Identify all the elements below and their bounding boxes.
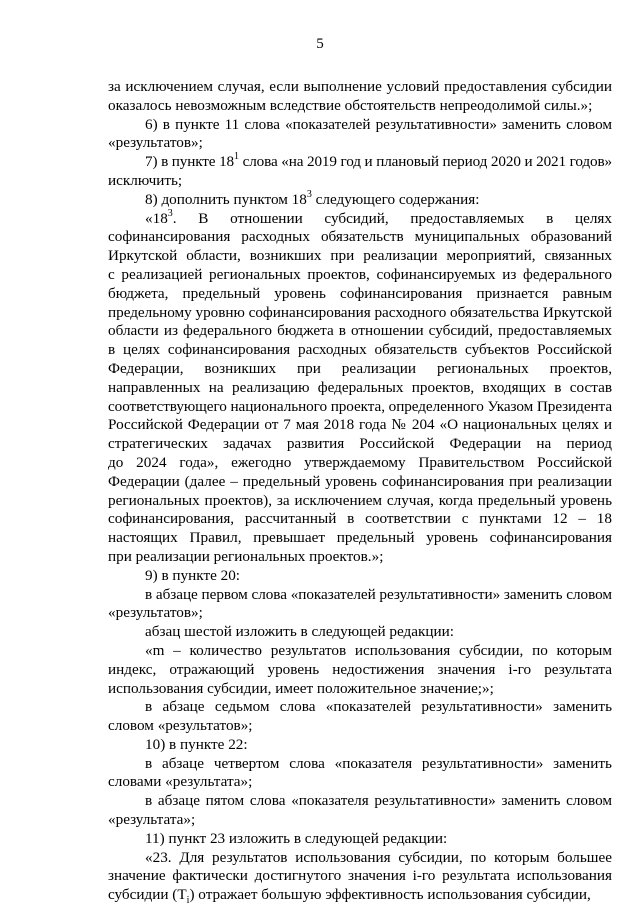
text-line xyxy=(108,153,612,172)
text-fragment: в абзаце седьмом слова «показателей результативности» заменить xyxy=(145,698,612,716)
text-line xyxy=(108,360,612,379)
text-fragment: региональных проектов), за исключением случая, когда предельный уровень xyxy=(108,491,612,509)
text-fragment: 9) в пункте 20: xyxy=(145,566,241,584)
text-line xyxy=(108,586,612,605)
text-fragment: при реализации региональных проектов.»; xyxy=(108,547,384,565)
text-fragment: стратегических задачах развития Российской Федерации на период xyxy=(108,435,612,453)
text-fragment: с реализацией региональных проектов, софинансируемых из федерального xyxy=(108,265,612,283)
text-fragment: 7) в пункте 18 xyxy=(145,153,235,171)
text-line xyxy=(108,341,612,360)
text-line xyxy=(108,886,612,905)
text-fragment: 11) пункт 23 изложить в следующей редакции: xyxy=(145,829,448,847)
text-line xyxy=(108,285,612,304)
text-line xyxy=(108,792,612,811)
text-fragment: «результата»; xyxy=(108,811,196,829)
text-line xyxy=(108,398,612,417)
text-fragment: оказалось невозможным вследствие обстоятельств непреодолимой силы.»; xyxy=(108,96,593,114)
document-body xyxy=(108,78,612,905)
text-fragment: Российской Федерации от 7 мая 2018 года № 204 «О национальных целях и xyxy=(108,416,612,434)
text-fragment: «m – количество результатов использования субсидии, по которым xyxy=(145,641,612,659)
text-line xyxy=(108,247,612,266)
text-fragment: до 2024 года», ежегодно утверждаемому Правительством Российской xyxy=(108,453,612,471)
text-line xyxy=(108,172,612,191)
text-fragment: Федерации, возникших при реализации региональных проектов, xyxy=(108,359,612,377)
text-fragment: «18 xyxy=(145,209,168,227)
text-fragment: «результатов»; xyxy=(108,134,203,152)
text-line xyxy=(108,830,612,849)
text-fragment: индекс, отражающий уровень недостижения значения i-го результата xyxy=(108,660,612,678)
text-fragment: «23. Для результатов использования субсидии, по которым большее xyxy=(145,848,612,866)
text-fragment: Иркутской области, возникших при реализации мероприятий, связанных xyxy=(108,247,612,265)
text-line xyxy=(108,454,612,473)
text-line xyxy=(108,416,612,435)
text-line xyxy=(108,755,612,774)
text-fragment: соответствующего национального проекта, определенного Указом Президента xyxy=(108,397,612,415)
text-fragment: бюджета, предельный уровень софинансирования признается равным xyxy=(108,284,612,302)
text-line xyxy=(108,228,612,247)
text-fragment: софинансирования расходных обязательств муниципальных образований xyxy=(108,228,612,246)
text-fragment: настоящих Правил, превышает предельный уровень софинансирования xyxy=(108,529,612,547)
text-fragment: предельному уровню софинансирования расходного обязательства Иркутской xyxy=(108,303,612,321)
text-line xyxy=(108,322,612,341)
text-fragment: использования субсидии, имеет положительное значение;»; xyxy=(108,679,494,697)
text-fragment: в абзаце первом слова «показателей результативности» заменить словом xyxy=(145,585,612,603)
text-fragment: словами «результата»; xyxy=(108,773,253,791)
text-fragment: слова «на 2019 год и плановый период 2020 и 2021 годов» xyxy=(238,153,612,171)
text-fragment: словом «результатов»; xyxy=(108,717,253,735)
text-fragment: . В отношении субсидий, предоставляемых в целях xyxy=(172,209,612,227)
subscript: i xyxy=(186,895,190,906)
text-line xyxy=(108,717,612,736)
text-line xyxy=(108,188,612,210)
text-fragment: области из федерального бюджета в отношении субсидий, предоставляемых xyxy=(108,322,612,340)
text-fragment: 8) дополнить пунктом 18 xyxy=(145,190,307,208)
text-fragment: направленных на реализацию федеральных проектов, входящих в состав xyxy=(108,378,612,396)
text-line xyxy=(108,698,612,717)
text-line xyxy=(108,642,612,661)
superscript: 3 xyxy=(167,207,173,219)
text-line xyxy=(108,548,612,567)
text-line xyxy=(108,492,612,511)
text-line xyxy=(108,97,612,116)
text-line xyxy=(108,849,612,868)
superscript: 1 xyxy=(234,151,239,163)
text-fragment: субсидии (T xyxy=(108,886,187,904)
text-line xyxy=(108,623,612,642)
text-fragment: Федерации (далее – предельный уровень софинансирования при реализации xyxy=(108,472,612,490)
text-fragment: в абзаце пятом слова «показателя результативности» заменить словом xyxy=(145,792,612,810)
text-line xyxy=(108,510,612,529)
text-line xyxy=(108,604,612,623)
text-fragment: в целях софинансирования расходных обязательств субъектов Российской xyxy=(108,341,612,359)
text-fragment: 10) в пункте 22: xyxy=(145,735,248,753)
text-fragment: 6) в пункте 11 слова «показателей результативности» заменить словом xyxy=(145,115,612,133)
text-line xyxy=(108,867,612,886)
text-fragment: за исключением случая, если выполнение условий предоставления субсидии xyxy=(108,78,612,95)
text-line xyxy=(108,567,612,586)
text-fragment: исключить; xyxy=(108,171,183,189)
text-line xyxy=(108,661,612,680)
text-fragment: ) отражает большую эффективность использования субсидии, xyxy=(189,886,591,904)
text-line xyxy=(108,435,612,454)
text-line xyxy=(108,266,612,285)
text-fragment: значение фактически достигнутого значения i-го результата использования xyxy=(108,867,612,885)
text-line xyxy=(108,304,612,323)
page-number: 5 xyxy=(316,36,324,52)
text-line xyxy=(108,207,612,229)
superscript: 3 xyxy=(306,188,312,200)
text-line xyxy=(108,529,612,548)
text-line xyxy=(108,473,612,492)
text-fragment: «результатов»; xyxy=(108,604,203,622)
text-fragment: в абзаце четвертом слова «показателя результативности» заменить xyxy=(145,754,612,772)
text-line xyxy=(108,736,612,755)
text-fragment: следующего содержания: xyxy=(311,190,480,208)
text-line xyxy=(108,134,612,153)
text-line xyxy=(108,379,612,398)
text-line xyxy=(108,116,612,135)
text-line xyxy=(108,773,612,792)
text-line xyxy=(108,78,612,97)
text-line xyxy=(108,680,612,699)
text-line xyxy=(108,811,612,830)
text-fragment: софинансирования, рассчитанный в соответствии с пунктами 12 – 18 xyxy=(108,510,612,528)
text-fragment: абзац шестой изложить в следующей редакции: xyxy=(145,623,454,641)
